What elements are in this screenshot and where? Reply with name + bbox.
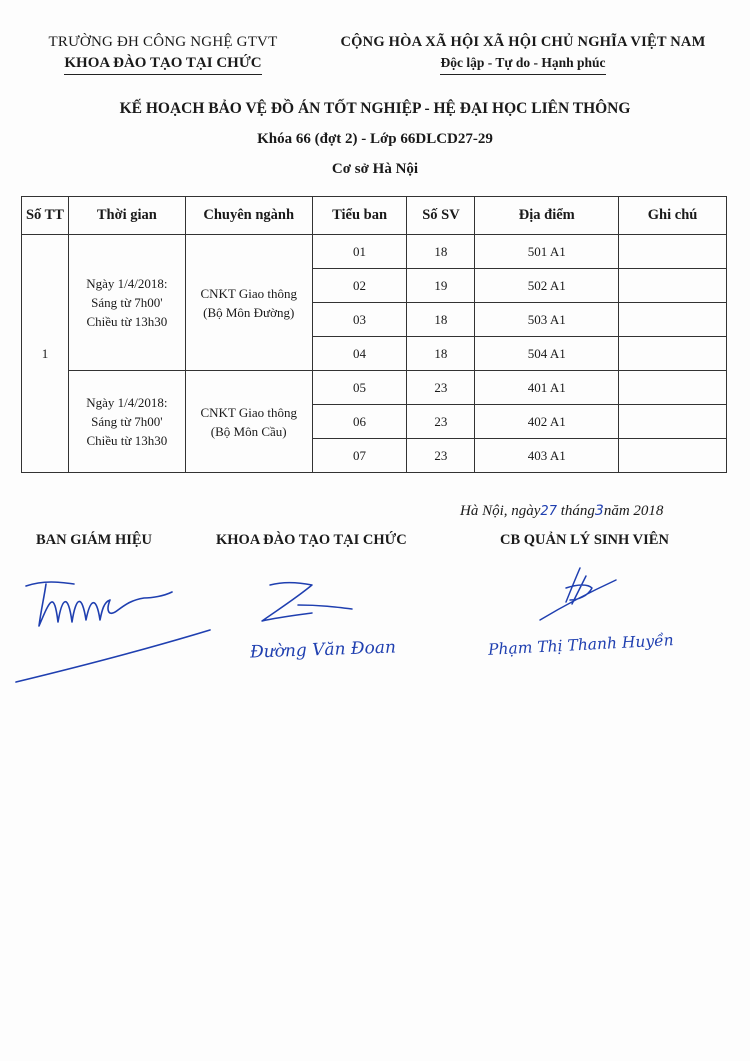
signature-title-board: BAN GIÁM HIỆU xyxy=(36,532,153,548)
subcommittee-cell: 06 xyxy=(312,405,407,439)
location-cell: 403 A1 xyxy=(475,439,619,473)
signature-title-faculty: KHOA ĐÀO TẠO TẠI CHỨC xyxy=(216,532,407,548)
subcommittee-cell: 01 xyxy=(312,235,407,269)
location-cell: 502 A1 xyxy=(475,269,619,303)
location-cell: 401 A1 xyxy=(475,371,619,405)
time-morning: Sáng từ 7h00' xyxy=(91,295,163,310)
location-cell: 402 A1 xyxy=(475,405,619,439)
defense-schedule-table xyxy=(21,196,727,473)
date-prefix: Hà Nội, ngày xyxy=(460,503,541,519)
notes-cell xyxy=(619,303,727,337)
stt-cell: 1 xyxy=(22,235,69,473)
location-cell: 501 A1 xyxy=(475,235,619,269)
table-header-row xyxy=(22,197,727,235)
col-header-student-count: Số SV xyxy=(407,197,475,235)
notes-cell xyxy=(619,235,727,269)
date-year: năm 2018 xyxy=(603,503,664,519)
signature-manager-name: Phạm Thị Thanh Huyền xyxy=(487,631,675,659)
time-cell xyxy=(68,371,185,473)
subcommittee-cell: 05 xyxy=(312,371,407,405)
faculty-name: KHOA ĐÀO TẠO TẠI CHỨC xyxy=(64,52,261,75)
student-count-cell: 18 xyxy=(407,235,475,269)
time-date: Ngày 1/4/2018: xyxy=(86,395,168,410)
location-cell: 503 A1 xyxy=(475,303,619,337)
major-cell xyxy=(185,235,312,371)
time-cell xyxy=(68,235,185,371)
subcommittee-cell: 02 xyxy=(312,269,407,303)
student-count-cell: 18 xyxy=(407,303,475,337)
student-count-cell: 18 xyxy=(407,337,475,371)
major-department: (Bộ Môn Cầu) xyxy=(210,423,287,439)
signature-manager-icon xyxy=(520,562,680,632)
col-header-notes: Ghi chú xyxy=(619,197,727,235)
major-cell xyxy=(185,371,312,473)
student-count-cell: 23 xyxy=(407,405,475,439)
major-name: CNKT Giao thông xyxy=(200,404,297,420)
student-count-cell: 23 xyxy=(407,439,475,473)
col-header-subcommittee: Tiểu ban xyxy=(312,197,407,235)
student-count-cell: 23 xyxy=(407,371,475,405)
notes-cell xyxy=(619,337,727,371)
col-header-major: Chuyên ngành xyxy=(185,197,312,235)
document-title: KẾ HOẠCH BẢO VỆ ĐỒ ÁN TỐT NGHIỆP - HỆ ĐẠI HỌC LIÊN THÔNG xyxy=(119,100,631,117)
subcommittee-cell: 07 xyxy=(312,439,407,473)
location-cell: 504 A1 xyxy=(475,337,619,371)
table-row xyxy=(22,371,727,405)
national-motto: CỘNG HÒA XÃ HỘI XÃ HỘI CHỦ NGHĨA VIỆT NAM xyxy=(340,34,706,50)
time-afternoon: Chiều từ 13h30 xyxy=(86,433,168,448)
signing-date xyxy=(460,503,730,520)
date-month-handwritten: 3 xyxy=(594,503,604,519)
course-line: Khóa 66 (đợt 2) - Lớp 66DLCD27-29 xyxy=(257,131,493,147)
time-date: Ngày 1/4/2018: xyxy=(86,276,168,291)
campus-line: Cơ sở Hà Nội xyxy=(331,161,419,177)
notes-cell xyxy=(619,405,727,439)
signature-faculty-icon xyxy=(240,575,420,680)
national-header xyxy=(318,32,728,75)
subcommittee-cell: 03 xyxy=(312,303,407,337)
col-header-stt: Số TT xyxy=(22,197,69,235)
national-slogan: Độc lập - Tự do - Hạnh phúc xyxy=(440,52,605,75)
table-row xyxy=(22,235,727,269)
time-morning: Sáng từ 7h00' xyxy=(91,414,163,429)
col-header-location: Địa điểm xyxy=(475,197,619,235)
notes-cell xyxy=(619,439,727,473)
major-name: CNKT Giao thông xyxy=(200,285,297,301)
school-header xyxy=(18,32,308,75)
notes-cell xyxy=(619,371,727,405)
student-count-cell: 19 xyxy=(407,269,475,303)
school-name: TRƯỜNG ĐH CÔNG NGHỆ GTVT xyxy=(48,34,278,50)
signature-faculty-name: Đường Văn Đoan xyxy=(249,637,397,663)
major-department: (Bộ Môn Đường) xyxy=(203,304,295,320)
notes-cell xyxy=(619,269,727,303)
date-day-handwritten: 27 xyxy=(540,504,557,519)
date-month-word: tháng xyxy=(560,503,595,519)
subcommittee-cell: 04 xyxy=(312,337,407,371)
signature-title-manager: CB QUẢN LÝ SINH VIÊN xyxy=(500,532,669,548)
signature-board-icon xyxy=(14,570,219,690)
time-afternoon: Chiều từ 13h30 xyxy=(86,314,168,329)
col-header-time: Thời gian xyxy=(68,197,185,235)
